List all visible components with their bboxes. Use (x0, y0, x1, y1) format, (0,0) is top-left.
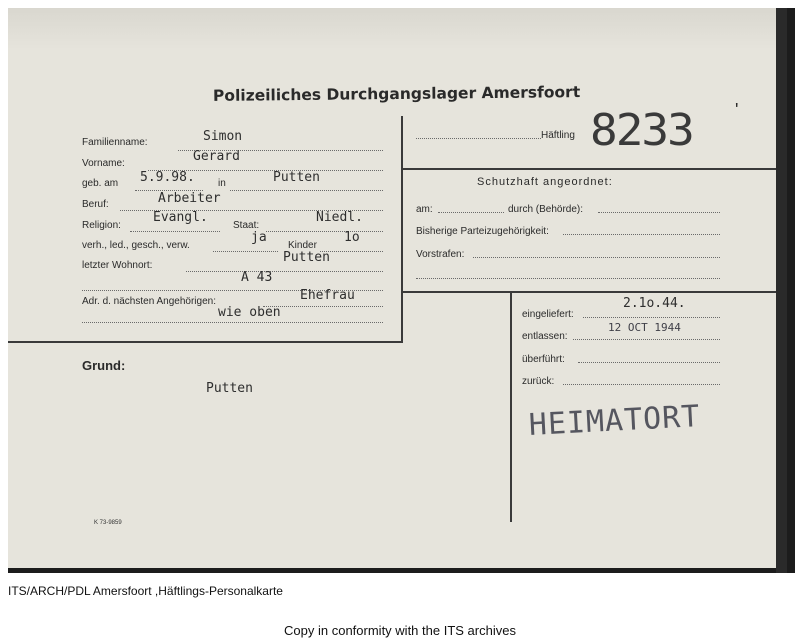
in-value: Putten (273, 170, 320, 185)
staat-value: Niedl. (316, 210, 363, 225)
zurueck-line (563, 384, 720, 385)
geb-am-value: 5.9.98. (140, 170, 195, 185)
partei-line (563, 234, 720, 235)
scan-right-edge (776, 8, 787, 573)
ueberfuehrt-label: überführt: (522, 354, 565, 365)
wohnort-value-2: A 43 (241, 270, 273, 285)
angehoerige-label: Adr. d. nächsten Angehörigen: (82, 296, 216, 307)
prisoner-card (8, 8, 776, 568)
schutzhaft-am-label: am: (416, 204, 433, 215)
vorname-value: Gerard (193, 149, 240, 164)
in-line (230, 190, 383, 191)
angehoerige-value: Ehefrau (300, 288, 355, 303)
vorstrafen-label: Vorstrafen: (416, 249, 465, 260)
verh-label: verh., led., gesch., verw. (82, 240, 190, 251)
geb-am-label: geb. am (82, 178, 119, 189)
vorname-label: Vorname: (82, 158, 125, 169)
religion-line (130, 231, 220, 232)
prisoner-number: 8233 (590, 104, 693, 156)
familienname-label: Familienname: (82, 137, 148, 148)
angehoerige-value-2: wie oben (218, 305, 281, 320)
heimatort-stamp: HEIMATORT (528, 399, 702, 443)
kinder-label: Kinder (288, 240, 317, 251)
verh-line (213, 251, 278, 252)
dates-box-left-border (510, 292, 512, 522)
verh-value: ja (251, 230, 267, 245)
familienname-value: Simon (203, 129, 243, 144)
eingeliefert-value: 2.1o.44. (623, 296, 686, 311)
right-mid-divider (401, 291, 776, 293)
grund-label: Grund: (82, 358, 126, 373)
staat-line (266, 231, 383, 232)
eingeliefert-label: eingeliefert: (522, 309, 574, 320)
copy-caption: Copy in conformity with the ITS archives (284, 623, 516, 638)
schutzhaft-heading: Schutzhaft angeordnet: (477, 176, 613, 188)
grund-value: Putten (206, 381, 253, 396)
entlassen-value: 12 OCT 1944 (608, 321, 681, 334)
beruf-value: Arbeiter (158, 191, 221, 206)
partei-label: Bisherige Parteizugehörigkeit: (416, 226, 549, 237)
left-box-bottom-border (8, 341, 403, 343)
vorstrafen-line (473, 257, 720, 258)
wohnort-label: letzter Wohnort: (82, 260, 153, 271)
haeftling-line (416, 138, 541, 139)
schutzhaft-am-line (438, 212, 504, 213)
form-code: K 73-9859 (94, 520, 122, 526)
haeftling-label: Häftling (541, 130, 575, 141)
religion-value: Evangl. (153, 210, 208, 225)
in-label: in (218, 178, 226, 189)
ueberfuehrt-line (578, 362, 720, 363)
source-caption: ITS/ARCH/PDL Amersfoort ,Häftlings-Personalkarte (8, 584, 283, 598)
wohnort-line (186, 271, 383, 272)
schutzhaft-durch-line (598, 212, 720, 213)
prisoner-mark: ' (735, 100, 739, 120)
zurueck-label: zurück: (522, 376, 555, 387)
eingeliefert-line (583, 317, 720, 318)
staat-label: Staat: (233, 220, 260, 231)
schutzhaft-durch-label: durch (Behörde): (508, 204, 584, 215)
angehoerige-line (263, 306, 383, 307)
entlassen-line (573, 339, 720, 340)
card-title: Polizeiliches Durchgangslager Amersfoort (212, 83, 581, 105)
entlassen-label: entlassen: (522, 331, 568, 342)
angehoerige-line-2 (82, 322, 383, 323)
religion-label: Religion: (82, 220, 121, 231)
kinder-value: 1o (344, 230, 360, 245)
vorstrafen-line-2 (416, 278, 720, 279)
beruf-label: Beruf: (82, 199, 109, 210)
wohnort-value: Putten (283, 250, 330, 265)
right-top-divider (401, 168, 776, 170)
left-box-right-border (401, 116, 403, 342)
